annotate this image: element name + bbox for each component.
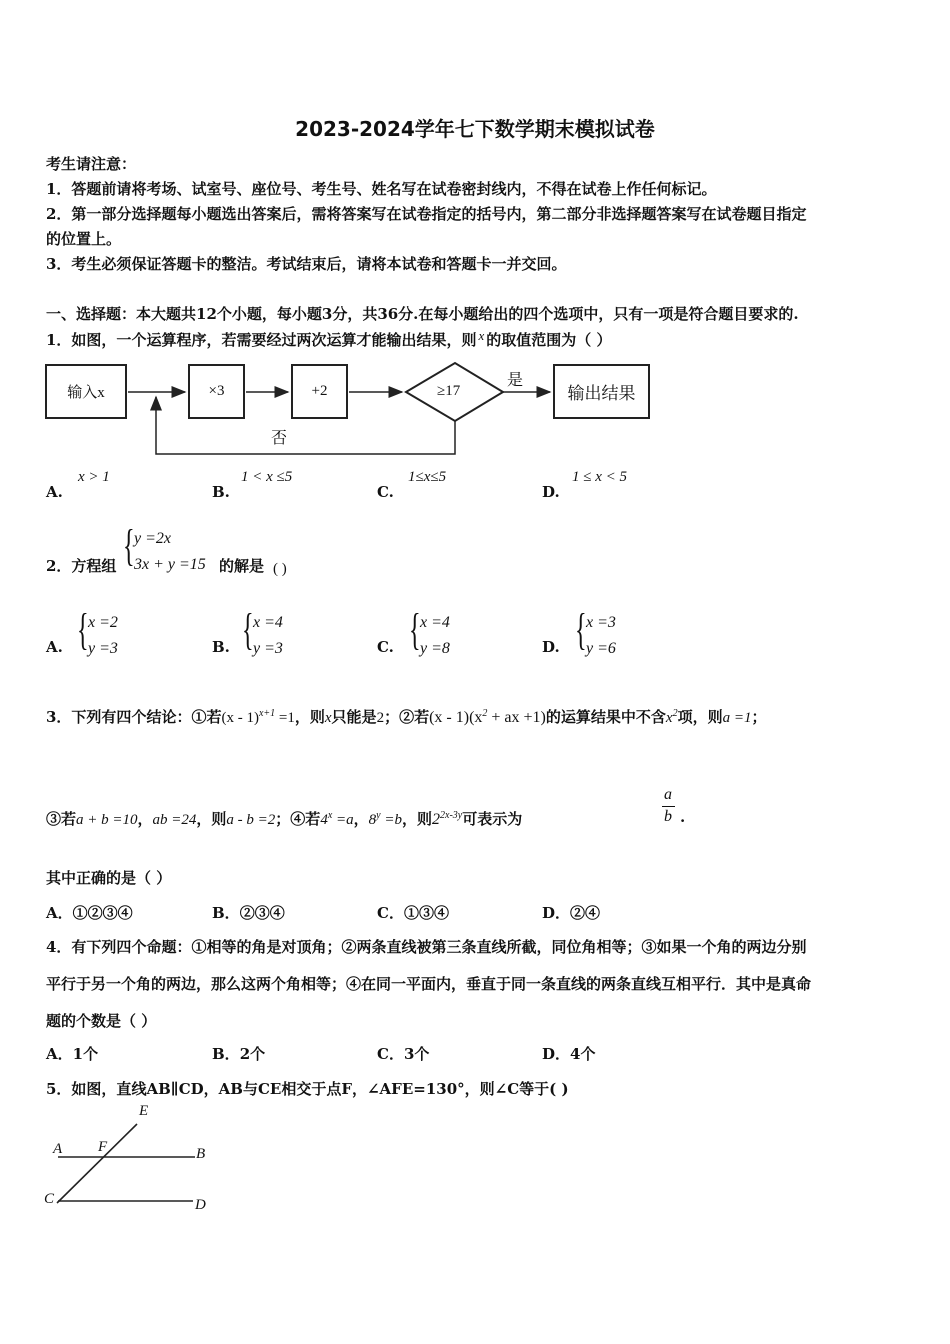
q5-label-f: F — [98, 1139, 108, 1155]
q4-option-a-value: 1个 — [72, 1045, 99, 1063]
q5-label-a: A — [53, 1141, 63, 1157]
notice-line-1: 1．答题前请将考场、试室号、座位号、考生号、姓名写在试卷密封线内，不得在试卷上作任何标记。 — [46, 180, 717, 198]
q4-option-c-value: 3个 — [403, 1045, 430, 1063]
q2-option-c-l2: y =8 — [420, 640, 450, 657]
q3-e2: x — [324, 710, 332, 726]
q2-paren: ( ) — [273, 561, 287, 577]
q1-stem-b: 的取值范围为（ ） — [486, 331, 612, 349]
q3-e9: a - b =2 — [226, 812, 276, 828]
q3-p9: ， — [137, 810, 153, 828]
q5-label-b: B — [196, 1146, 206, 1162]
q2-option-a-l1: x =2 — [88, 614, 118, 631]
q3-period: . — [680, 808, 686, 826]
q3-e3: 2 — [376, 710, 385, 726]
q3-e1-base: (x - 1) — [221, 710, 259, 726]
q2-option-d-label: D. — [542, 638, 560, 656]
q2-option-c-brace: { — [409, 605, 421, 654]
section-heading: 一、选择题：本大题共12个小题，每小题3分，共36分.在每小题给出的四个选项中，只有一项是符合题目要求的. — [46, 305, 799, 323]
q2-option-b-l1: x =4 — [253, 614, 283, 631]
q3-p6: 项，则 — [677, 708, 723, 726]
q3-p13: ，则 — [401, 810, 432, 828]
q5-label-d: D — [195, 1197, 206, 1213]
q3-option-b-label: B． — [212, 904, 240, 922]
q2-eq1: y =2x — [134, 530, 171, 547]
q2-stem-b: 的解是 — [219, 557, 265, 575]
q3-p10: ，则 — [196, 810, 227, 828]
q3-p12: ， — [353, 810, 369, 828]
q3-e6: a =1 — [722, 710, 752, 726]
q3-p7: ； — [751, 708, 767, 726]
q1-option-d-value: 1 ≤ x < 5 — [572, 469, 628, 485]
q1-option-a-value: x > 1 — [78, 469, 110, 485]
q1-option-c-value: 1≤x≤5 — [408, 469, 447, 485]
q2-option-d-brace: { — [575, 605, 587, 654]
flow-input-box: 输入x — [45, 364, 127, 419]
q3-frac-den: b — [664, 808, 672, 825]
q4-option-a-label: A． — [46, 1045, 73, 1063]
q3-e5-sup: 2 — [672, 708, 678, 719]
q4-option-c-label: C． — [377, 1045, 404, 1063]
q3-p14: 可表示为 — [462, 810, 523, 828]
q3-e11-rest: =b — [380, 812, 402, 828]
flow-condition-text: ≥17 — [437, 383, 461, 399]
q3-e4-sup: 2 — [482, 708, 488, 719]
q3-e7: a + b =10 — [76, 812, 138, 828]
q2-eq2: 3x + y =15 — [134, 556, 206, 573]
q1-option-b-value: 1 < x ≤5 — [241, 469, 293, 485]
q5-label-c: C — [44, 1191, 55, 1207]
q3-option-d-label: D． — [542, 904, 571, 922]
q2-option-a-l2: y =3 — [88, 640, 118, 657]
flow-output-box: 输出结果 — [553, 364, 650, 419]
page-title: 2023-2024学年七下数学期末模拟试卷 — [295, 117, 655, 141]
flow-yes-label: 是 — [507, 372, 524, 389]
q3-e1-sup: x+1 — [258, 708, 276, 719]
q4-option-b-label: B． — [212, 1045, 240, 1063]
q1-option-b-label: B. — [212, 483, 230, 501]
q3-ask: 其中正确的是（ ） — [46, 869, 172, 887]
q2-stem-a: 2．方程组 — [46, 557, 117, 575]
q5-stem: 5．如图，直线AB∥CD，AB与CE相交于点F，∠AFE=130°，则∠C等于( ) — [46, 1080, 569, 1098]
q2-option-a-label: A. — [46, 638, 63, 656]
q3-e11-base: 8 — [368, 812, 377, 828]
q3-e10-base: 4 — [320, 812, 328, 828]
flow-add-box: +2 — [291, 364, 348, 419]
q2-option-b-l2: y =3 — [253, 640, 283, 657]
q1-option-a-label: A. — [46, 483, 63, 501]
q2-option-a-brace: { — [77, 605, 89, 654]
q3-option-a-label: A． — [46, 904, 73, 922]
q3-e10-rest: =a — [332, 812, 354, 828]
q4-line-2: 平行于另一个角的两边，那么这两个角相等；④在同一平面内，垂直于同一条直线的两条直线互相平行．其中是真命 — [46, 975, 812, 993]
q3-option-c-value: ①③④ — [403, 904, 449, 922]
q2-option-c-label: C. — [377, 638, 394, 656]
flow-multiply-box: ×3 — [188, 364, 245, 419]
q3-option-a-value: ①②③④ — [72, 904, 133, 922]
q4-option-d-label: D． — [542, 1045, 571, 1063]
q3-p4: ；②若 — [384, 708, 430, 726]
notice-line-3: 3．考生必须保证答题卡的整洁。考试结束后，请将本试卷和答题卡一并交回。 — [46, 255, 567, 273]
q3-e1-rest: =1 — [275, 710, 295, 726]
notice-line-2a: 2．第一部分选择题每小题选出答案后，需将答案写在试卷指定的括号内，第二部分非选择题答案写在试卷题目指定 — [46, 205, 807, 223]
q3-e11-sup: y — [376, 810, 381, 821]
q4-option-d-value: 4个 — [570, 1045, 596, 1063]
q1-stem-a: 1．如图，一个运算程序，若需要经过两次运算才能输出结果，则 — [46, 331, 477, 349]
q2-option-d-l2: y =6 — [586, 640, 616, 657]
q3-e4-base: (x - 1)(x — [429, 709, 483, 726]
q3-option-d-value: ②④ — [570, 904, 601, 922]
q2-system-brace: { — [123, 521, 135, 570]
q3-frac-num: a — [664, 786, 672, 803]
notice-heading: 考生请注意： — [46, 155, 137, 173]
q3-e8: ab =24 — [152, 812, 197, 828]
q3-p8: ③若 — [46, 810, 77, 828]
q2-option-d-l1: x =3 — [586, 614, 616, 631]
q3-p2: ，则 — [294, 708, 325, 726]
q3-p11: ；④若 — [275, 810, 321, 828]
q2-option-c-l1: x =4 — [420, 614, 450, 631]
q3-p5: 的运算结果中不含 — [545, 708, 666, 726]
q1-option-d-label: D. — [542, 483, 560, 501]
flow-no-label: 否 — [271, 430, 288, 447]
q3-e4-rest: + ax +1) — [487, 709, 546, 726]
notice-line-2b: 的位置上。 — [46, 230, 122, 248]
q3-e12-base: 2 — [432, 811, 440, 828]
q3-p3: 只能是 — [331, 708, 377, 726]
q5-label-e: E — [139, 1103, 149, 1119]
q3-e10-sup: x — [327, 810, 333, 821]
q3-option-c-label: C． — [377, 904, 404, 922]
q4-line-3: 题的个数是（ ） — [46, 1012, 157, 1030]
q4-line-1: 4．有下列四个命题：①相等的角是对顶角；②两条直线被第三条直线所截，同位角相等；③如果一个角的两边分别 — [46, 938, 807, 956]
q3-e12-sup: 2x-3y — [440, 810, 463, 821]
q4-option-b-value: 2个 — [239, 1045, 266, 1063]
q1-option-c-label: C. — [377, 483, 394, 501]
q3-e5-base: x — [665, 710, 673, 726]
q3-p1: 3．下列有四个结论：①若 — [46, 708, 222, 726]
q1-var: x — [478, 328, 485, 343]
q3-option-b-value: ②③④ — [239, 904, 285, 922]
q2-option-b-label: B. — [212, 638, 230, 656]
q2-option-b-brace: { — [242, 605, 254, 654]
